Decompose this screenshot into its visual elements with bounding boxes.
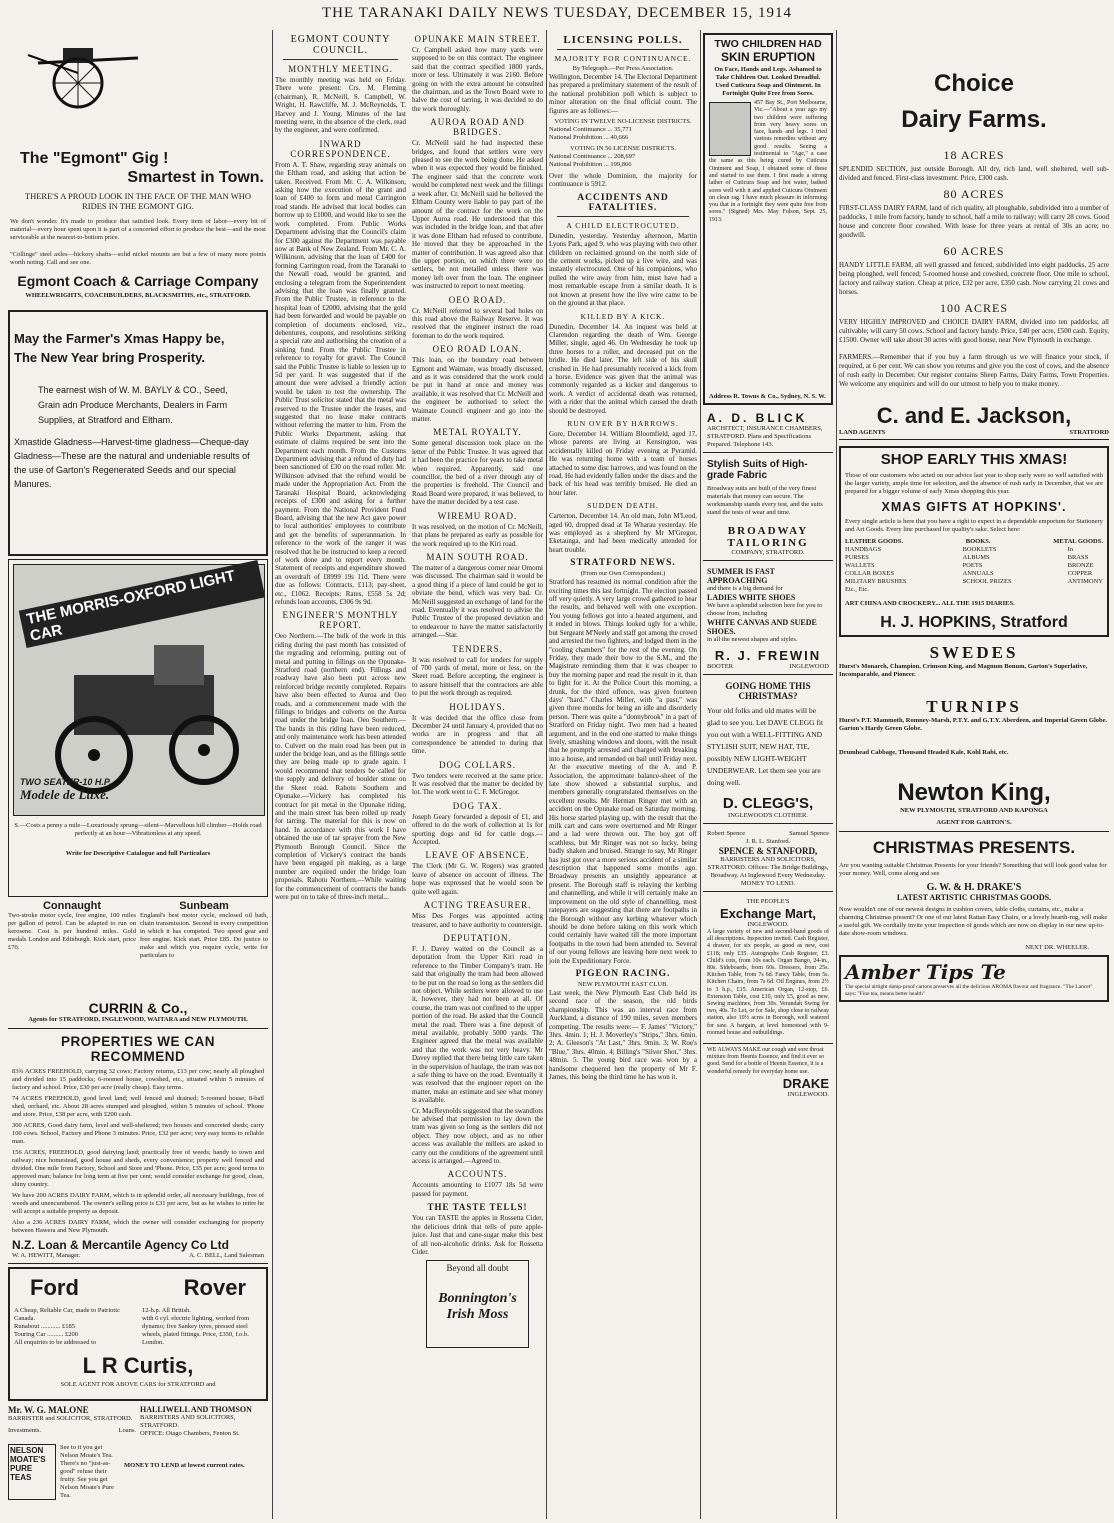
taste-title: THE TASTE TELLS! — [427, 1202, 528, 1213]
engineer-title: ENGINEER'S MONTHLY REPORT. — [282, 610, 399, 631]
drakes-sub: LATEST ARTISTIC CHRISTMAS GOODS. — [896, 893, 1052, 902]
metal-title: METAL ROYALTY. — [433, 427, 522, 438]
nc1: National Continuance ... 35,771 — [549, 126, 632, 134]
dog-tax-title: DOG TAX. — [452, 800, 503, 811]
column-2a — [275, 30, 406, 1519]
property-item-3: 300 ACRES, Good dairy farm, level and well-sheltered; two houses and concreted sheds; carry 100 cows. School, Factory and Phone 3 minutes. Price, £32 per acre; very easy terms to reliable man. — [12, 1122, 264, 1145]
leave-title: LEAVE OF ABSENCE. — [425, 850, 530, 861]
spence-names-b: Samuel Spence — [789, 830, 829, 837]
amber-tips-ad — [839, 955, 1109, 1002]
morris-line2: Write for Descriptive Catalogue and full Particulars — [65, 850, 211, 857]
morris-oxford-ad — [8, 559, 268, 897]
jackson-sub — [839, 429, 1109, 440]
holidays-body: It was decided that the office close from December 24 until January 4, provided that no works are in progress and that all correspondence be attended to during that time. — [412, 713, 543, 756]
list-item: ANTIMONY — [1067, 578, 1103, 585]
sudden-title: SUDDEN DEATH. — [587, 501, 659, 511]
malone-sub: BARRISTER and SOLICITOR, STRATFORD. — [8, 1415, 133, 1422]
cuticura-ad — [703, 33, 833, 405]
list-b — [963, 546, 1012, 594]
morris-banner: THE MORRIS-OXFORD LIGHT CAR — [19, 560, 266, 648]
broadway-name: BROADWAY — [727, 525, 809, 537]
malone-money: MONEY TO LEND at lowest current rates. — [124, 1462, 245, 1469]
spence-names — [707, 830, 829, 838]
art-china: ART CHINA AND CROCKERY... ALL THE 1915 DIARIES. — [845, 600, 1015, 607]
clegg-name: D. CLEGG'S, — [722, 795, 814, 812]
list-item: BRASS — [1067, 554, 1089, 561]
spence-name: SPENCE & STANFORD, — [718, 846, 818, 856]
accounts-title: ACCOUNTS. — [447, 1169, 508, 1180]
newton-sub: NEW PLYMOUTH, STRATFORD AND KAPONGA — [900, 807, 1048, 814]
pigeon-body: Last week, the New Plymouth East Club held its second race of the season, the old birds championship. This was an interval race from Auckland, a distance of 190 miles, seven members competing. The results were:— F. James' "Victory," 3hrs. 4min. 1; H. J. Moverley's "Strips," 3hrs. 6min. 2; A. Gleeson's "At Last," 3hrs. 9min. 3; W. Roe's "Blue," 3hrs. 40min. 4; Billing's "Silver Shot," 3hrs. 48min. 5. The young bird race was won by a handsome chequered hen the property of Mr F. James, this being the third time he has won it. — [549, 988, 697, 1081]
list-item: In — [1067, 546, 1074, 553]
nelson-ad — [8, 1444, 268, 1500]
rover-title: Rover — [183, 1275, 246, 1300]
deputation-title: DEPUTATION. — [443, 932, 512, 943]
xmas-presents: CHRISTMAS PRESENTS. — [872, 838, 1076, 857]
a80-body: FIRST-CLASS DAIRY FARM, land of rich quality, all ploughable, subdivided into a number of paddocks, 1 mile from factory, handy to school, half a mile to railway; will carry 28 cows. Good house and concrete floor cowshed. With lease for three years at rental of 30s an acre; no goodwill. — [839, 204, 1109, 239]
list-item: BRONZE — [1067, 562, 1094, 569]
list-item: Etc., Etc. — [845, 586, 869, 593]
cuticura-portrait — [709, 102, 751, 156]
hopkins-categories — [845, 538, 1103, 546]
always-text: WE ALWAYS MAKE our cough and sore throat mixture from Heenis Essence, and find it ever so good. Send for a bottle of Heenis Essence, it is a wonderful remedy for everyday home use. — [707, 1047, 825, 1075]
list-item: POETS — [962, 562, 983, 569]
spence-ad — [703, 827, 833, 892]
council-title: EGMONT COUNTY COUNCIL. — [290, 34, 391, 56]
oeo-road-title: OEO ROAD. — [448, 294, 507, 305]
ford-line-1: A Cheap, Reliable Car, made to Patriotic Canada. — [14, 1307, 120, 1322]
opunake-title: OPUNAKE MAIN STREET. — [414, 34, 541, 44]
list-item: COLLAR BOXES — [845, 570, 894, 577]
newton-agent: AGENT FOR GARTON'S. — [839, 819, 1109, 832]
metal-goods: METAL GOODS. — [1053, 538, 1103, 545]
bayly-ad — [8, 310, 268, 556]
a18-body: SPLENDID SECTION, just outside Borough. All dry, rich land, well sheltered, well sub-divided and fenced. First-class investment. Price, £300 cash. — [839, 165, 1109, 182]
nelson-a: NELSON — [10, 1446, 44, 1455]
bonnington-ad — [426, 1260, 529, 1348]
ford-line-4: All enquiries to be addressed to — [14, 1339, 97, 1346]
jackson-sub-a: LAND AGENTS — [839, 429, 886, 436]
agency-salesman: A. C. BELL, Land Salesman — [189, 1252, 264, 1259]
pigeon-sub: NEW PLYMOUTH EAST CLUB. — [577, 980, 669, 988]
malone-ad — [8, 1405, 268, 1438]
list-c — [1068, 546, 1103, 594]
majority-body: Wellington, December 14. The Electoral Department has prepared a preliminary statement of the result of the national prohibition poll which is subject to minor alteration on the final official count. The figures are as follows:— — [549, 73, 697, 115]
morris-model-a: TWO SEATER-10 H.P. — [20, 777, 112, 787]
currin-agents: Agents for STRATFORD, INGLEWOOD, WAITARA and NEW PLYMOUTH. — [28, 1016, 248, 1023]
hopkins-name: H. J. HOPKINS, Stratford — [880, 614, 1068, 631]
gig-illustration — [18, 33, 148, 113]
list-item: BOOKLETS — [962, 546, 997, 553]
majority-summary: Over the whole Dominion, the majority for continuance is 5912. — [549, 172, 697, 189]
oeo-road-body: Cr. McNeill referred to several bad holes on this road above the Railway Reserve. It was resolved that the engineer instruct the road foreman to do the work required. — [412, 306, 543, 340]
gig-body: We don't wonder. It's made to produce that satisfied look. Every item of labor—every bit of material—every hour spent upon it is part of a concerted effort to produce the best—and the most serviceable at the nearest-to-bottom price. — [10, 218, 266, 241]
malone-investments: Investments. — [8, 1427, 42, 1434]
curtis-name: L R Curtis, — [82, 1353, 194, 1378]
engineer-body: Oeo Northern.—The bulk of the work in this riding during the past month has consisted of the regrading and reforming, putting out of metal and putting in fillings on the Opunake-Stratford road (northern end). Fillings and roadway have also been put across new reinforced bridge recently completed. Repairs have also been effected to Auroa and Oeo roads, and a commencement made with the fillings to bridges and culverts on the Auroa road under the bridge loan. Oeo Southern.—The bands in this riding have been reduced, and only maintenance work has been attended to. Culvert on the main road has been put in under the bridge loan, and as the fillings settle they are being made up to grade again. I would recommend that tenders be called for the supply and delivery of boulder stone on the Skeet road. Rahotu Southern and Opunake.—Vickery has completed his contract for pit metal in the Opunake riding, and the main street has been rolled up ready for tarring. The material for this is now on hand. In accordance with this work I have obtained the use of tar sprayer from the New Plymouth Borough Council. Since the completion of Vickery's contract the bands have been engaged pit making, as a large number are required under the bridge loan proposals. Rahotu Northern.—While waiting for the commencement of contracts the bands were put on to take of three-inch metal... — [275, 632, 406, 901]
auroa-title: AUROA ROAD AND BRIDGES. — [430, 117, 525, 138]
ford-line-3: Touring Car .......... £200 — [14, 1331, 78, 1338]
cuticura-title1: TWO CHILDREN HAD — [714, 38, 822, 50]
ladies-shoes: LADIES WHITE SHOES — [707, 593, 796, 602]
a80-title: 80 ACRES — [943, 187, 1005, 201]
column-3 — [546, 30, 697, 1519]
connaught-head: Connaught — [42, 900, 102, 912]
properties-ad — [8, 1028, 268, 1264]
exchange-body: A large variety of new and second-hand goods of all descriptions. Inspection invited. Cash Register, 4 drawer, for six people, as good as new, cost £118; only £35. Autographs Cash Register, £3. Child's cots, from 10s each. Organ Bango, 24-in., 80s. Sideboards, from 60s. Dressers, from 25s. Kitchen Table, from 7s 6d. Fancy Table, from 5s. Kitchen Chairs, from 7s 6d. Oil Engines, from 2½ to 3 h.p., £15. American Organ, 12-stop, £6. Extension Table, cost £10, only £5, good as new. Sewing machines, from 30s. Verandah Swing for two, 40s. To Let, or for Sale, shop close to railway station, also 10½ acres in Borough, well watered for saw. A bargain, at level homestead with 9-roomed house and outbuildings. — [707, 929, 829, 1036]
exchange-name: Exchange Mart, — [719, 906, 817, 921]
connaught-ad — [8, 900, 136, 1006]
summer-body2: We have a splendid selection here for you to choose from, including — [707, 602, 823, 617]
choice-title2: Dairy Farms. — [901, 106, 1047, 133]
frewin-ad — [703, 564, 833, 675]
shop-early: SHOP EARLY THIS XMAS! — [880, 451, 1068, 468]
cuticura-address: Address R. Towns & Co., Sydney, N. S. W. — [709, 393, 826, 400]
frewin-name: R. J. FREWIN — [714, 648, 822, 663]
majority-title: MAJORITY FOR CONTINUANCE. — [554, 54, 692, 63]
list-item: ALBUMS — [962, 554, 990, 561]
voting-twelve: VOTING IN TWELVE NO-LICENSE DISTRICTS. — [554, 118, 692, 126]
wiremu-title: WIREMU ROAD. — [437, 510, 518, 521]
spence-sub: BARRISTERS AND SOLICITORS, STRATFORD. Offices: The Bridge Buildings, Broadway. At Inglewood Every Wednesday. MONEY TO LEND. — [707, 856, 829, 887]
gig-title-b: Smartest in Town. — [127, 169, 264, 186]
column-2b — [412, 30, 543, 1519]
going-body: Your old folks and old mates will be glad to see you. Let DAVE CLEGG fit you out with a WELL-FITTING AND STYLISH SUIT, NEW HAT, TIE, possibly NEW LIGHT-WEIGHT UNDERWEAR. Let them see you are doing well. — [707, 706, 824, 787]
acting-title: ACTING TREASURER. — [423, 900, 532, 911]
cuticura-body: 457 Bay St., Port Melbourne, Vic.—"About a year ago my two children were suffering from very heavy sores on face, hands and legs. I tried various remedies without any good results. Seeing a testimonial to "Age," a case the same as this being cured by Cuticura Ointment and Soap, I obtained some of these and started to use them. I first made a strong lather of Cuticura Soap and hot water, bathed sores well with it and applied Cuticura Ointment on clean rag. I have much pleasure in informing you that in a fortnight they were quite free from sores." (Signed) Mrs. May Folson, Sept. 25, 1913. — [709, 100, 827, 223]
acting-body: Miss Des Forges was appointed acting treasurer, and to have authority to countersign. — [412, 912, 543, 929]
oeo-loan-title: OEO ROAD LOAN. — [432, 344, 523, 355]
stratford-title: STRATFORD NEWS. — [570, 558, 676, 569]
exchange-mart-ad — [703, 895, 833, 1040]
malone-name: Mr. W. G. MALONE — [8, 1405, 89, 1415]
property-item-2: 74 ACRES FREEHOLD, good level land; well fenced and drained; 5-roomed house; 8-bail shed, orchard, etc. About 28 acres stumped and ploughed, within 5 minutes of school. 'Phone and store. Price, £38 per acre, with £200 cash. — [12, 1095, 264, 1118]
pigeon-title: PIGEON RACING. — [575, 968, 671, 979]
ford-rover-ad — [8, 1267, 268, 1401]
a18-title: 18 ACRES — [943, 148, 1005, 162]
summer-title: SUMMER IS FAST APPROACHING — [707, 567, 775, 585]
gig-body2: "Collinge" steel axles—hickory shafts—solid nickel mounts are but a few of many more points worth noting. Call and see one. — [10, 251, 266, 266]
bayly-title1: May the Farmer's Xmas Happy be, — [14, 331, 225, 346]
egmont-company: Egmont Coach & Carriage Company — [17, 273, 259, 289]
halliwell-sub: BARRISTERS AND SOLICITORS, STRATFORD. — [140, 1414, 236, 1429]
leave-body: The Clerk (Mr G. W. Rogers) was granted leave of absence on account of illness. The hope was expressed that he would soon be quite well again. — [412, 862, 543, 896]
kick-body: Dunedin, December 14. An inquest was held at Clarendon regarding the death of Wm. George Miller, single, aged 46. On Wednesday he took up three horses to a roller, and deceased put on the bridle. He died later. The left side of his skull crushed in. He had presumably received a kick from a horse. Evidence was given that the animal was commonly regarded as a kicker and dangerous to work. A verdict of accidental death was returned, with a rider that the animal which caused the death should be destroyed. — [549, 322, 697, 415]
inward-title: INWARD CORRESPONDENCE. — [290, 138, 391, 159]
list-item: PURSES — [845, 554, 869, 561]
malone-loans: Loans. — [118, 1427, 136, 1434]
a60-title: 60 ACRES — [943, 244, 1005, 258]
currin-name: CURRIN & Co., — [88, 1000, 188, 1016]
leather-goods: LEATHER GOODS. — [845, 538, 904, 545]
sunbeam-body: England's best motor cycle, enclosed oil bath, chain transmission. Second in every competition in which it has competed. Two speed gear and free engine. Kick start. Price £85. Do justice to make and which you require cycle, write for particulars to — [140, 912, 268, 959]
connaught-body: Two-stroke motor cycle, free engine, 100 miles per gallon of petrol. Can be adapted to run on kerosene. Cost is per hundred miles. Gold medals London and Edinburgh. Kick start, price £70. — [8, 912, 136, 951]
bayly-title2: The New Year bring Prosperity. — [14, 350, 205, 365]
column-1 — [8, 30, 268, 1519]
farmers-note: FARMERS.—Remember that if you buy a farm through us we will finance your stock, if required, at 6 per cent. We can show you returns and give you the cost of cows, and the absence of rush early in December. Our register contains Sheep Farms, Dairy Farms, Town Properties. We welcome any enquirers and will do our utmost to help you to make money. — [839, 353, 1109, 388]
blick-ad — [703, 408, 833, 453]
ford-lines — [14, 1307, 138, 1347]
np1: National Prohibition ... 40,666 — [549, 134, 629, 142]
swedes-body: Hurst's Monarch, Champion, Crimson King, and Magnum Bonum, Garton's Superlative, Incomparable, and Pioneer. — [839, 663, 1088, 678]
rover-line-2: with 6 cyl. electric lighting, worked from dynamo; five Sankey tyres, pressed steel wheels, plated fittings. Price, £350, f.o.b. London. — [142, 1315, 250, 1346]
child-title: A CHILD ELECTROCUTED. — [566, 220, 680, 230]
going-home: GOING HOME THIS CHRISTMAS? — [725, 681, 811, 701]
ford-title: Ford — [30, 1275, 79, 1300]
list-a — [845, 546, 907, 594]
inward-body: From A. T. Shaw, regarding stray animals on the Eltham road, and asking that action be taken. Received. From Mr. C. A. Wilkinson, asking how the execution of the grant and loan of £400 to form and metal Carrington road stands. He advised that local bodies can borrow up to £1000, and would like to see the work completed. From Public Works Department advising that the Council's claim for £300 against the Department was payable now at Bank of New Zealand. From Mr. C. A. Wilkinson, advising that the loan of £400 for forming Carrington road, from the Taranaki to the Newall road, would be granted, and enclosing a telegram from the Superintendent advising that the loan was finally granted. From the Public Trustee, in reference to the hospital loan of £2000, advising that the gold had been forwarded and would be payable on completion of documents enclosed, viz., debentures, coupons, and resolutions striking a special rate and authorising the creation of a sinking fund. From the Public Trustee in reference to royalty for gravel. The Council said the Public Trustee is liable to lessen up to 5d per yard. It was suggested that if the amount due were advised a friendly action would be taken to test the ownership. The Public Trust solicitor stated that the metal was reserved to the Trustee under the leases, and suggested that no lease make contracts without referring the matter to him. From the Public Works Department, asking that estimate of claims required be sent into the Department each month. From the Customs Department advising that a refund of duty had been sanctioned of £30 on the road roller. Mr. Wilkinson advised that the refund would be made under the Appropriation Act. From the Taranaki Hospital Board, acknowledging receipts of £300 and asking for a further payment. From the National Provident Fund Board, advising that the new Act gave power to local authorities' employees to contribute and get the benefits of superannuation. In reference to the work of the ranger it was resolved that he be instructed to keep a record of work done and to report every month. Statement of receipts and expenditure showed an overdraft of £8999 19s 11d. There were due as follows: Contracts, £113; pay-sheet, etc., £1062. Receipts: Rates, £558 5s 2d; refunds loan accounts, £306 9s 9d. — [275, 160, 406, 606]
stratford-body: Stratford has resumed its normal condition after the exciting times this last fortnight. The election passed off very quietly. A very large crowd gathered to hear the results, and behaved well with one exception. You young fellows got into a heated argument, and it ended in blows. Things looked ugly for a while, but Sergeant M'Neely and staff got among the crowd and arrested the two fighters, and lodged them in the "cooling chambers" for the rest of the evening. On Friday, they made their bow to the S.M., and the Magistrate reminding them that it was cheaper to buy the morning paper and read the result in it, than to fight for it. At the Police Court this morning, a drunk, for the third offence, was given fourteen days' "hard." Charles Miller, with "a past," was given three months for being an idle and disorderly person. There was quite a "donnybrook" in a part of Stratford on Friday night. Two men had a heated argument, and in the end one started to make things lively, smashing windows and doors, with the result that he promptly arrested and charged with breaking into a house, and remanded on bail until Friday next. At the executive meeting of the A. and P. Association, the approximate balance-sheet of the late show showed a substantial surplus, and members generally congratulated themselves on the excellent results. Mr Herman Ringer met with an accident on the Opunake road on Saturday morning. His horse started playing up, with the result that the milk cart and cans were overturned and Mr Ringer and a lad were thrown out. The boy got off scathless, but Mr Ringer was not so lucky, being badly shaken and bruised. Strange to say, Mr Ringer has just got over a more serious accident of a similar description that happened some months ago. Broadway presents an unsightly appearance at present. The Borough staff is relaying the kerbing and channelling, and while it will certainly make an improvement on the old style of channelling, most ratepayers are suggesting that there are footpaths in the Borough without any kerbing whatever which should be done before taking on this work which could certainly have waited till the more important footpaths in the town had been attended to. Several of our young fellows are leaving here next week to join the Expeditionary Force. — [549, 578, 697, 965]
amber-sub: The special airtight damp-proof cartons preserves all the delicious AROMA flavour and fragrance. "The Lancet" says: "Fine tea, means better health" — [845, 984, 1093, 997]
property-item-4: 156 ACRES, FREEHOLD, good dairying land; practically free of weeds; handy to town and railway; nice homestead, good house and sheds, every convenience; property well fenced and divided. One mile from Factory, School and Store and 'Phone. Price, £35 per acre; good terms to approved man; balance for long term at five per cent; would consider exchange for good, clean, shiny country. — [12, 1149, 264, 1188]
hopkins-ad — [839, 446, 1109, 637]
bayly-line2: Grain adn Produce Merchants, Dealers in Farm — [38, 400, 228, 410]
loan-agency-name: N.Z. Loan & Mercantile Agency Co Ltd — [12, 1238, 229, 1252]
stylish-body: Broadway suits are built of the very finest materials that money can secure. The workmanship stands every test, and the suits stand the tests of wear and time. — [707, 485, 823, 516]
list-item: SCHOOL PRIZES — [962, 578, 1012, 585]
frewin-sub-a: BOOTER — [707, 663, 733, 670]
column-4 — [700, 30, 833, 1519]
list-item: HANDBAGS — [845, 546, 882, 553]
a100-title: 100 ACRES — [939, 301, 1008, 315]
dog-collars-title: DOG COLLARS. — [438, 759, 516, 770]
canvas-shoes: WHITE CANVAS AND SUEDE SHOES. — [707, 618, 817, 636]
meeting-body: The monthly meeting was held on Friday. There were present: Crs. M. Fleming (chairman), R. McNeill, S. Campbell, W. Wright, H. Rawcliffe, M. J. McReynolds, T. Harvey and J. Young. Minutes of the last meeting were, in the absence of the clerk, read by the engineer, and were confirmed. — [275, 76, 406, 135]
rover-line-1: 12-h.p. All British. — [142, 1307, 191, 1314]
auroa-body: Cr. McNeill said he had inspected these bridges, and found that settlers were very pleased to see the work being done. He asked when it was expected they would be finished. The engineer said that the concrete work would be completed next week and the fillings a week after. Cr. McNeill said he believed the Eltham County were liable to pay part of the amount of the contract for the work on the Upper Auroa road. He understood that this was included in the bridge loan, and that after it was done Eltham had refused to contribute. He moved that they be approached in the matter of contribution. It was agreed also that the upper portion, on which there were no settlers, be not metalled unless there was money left over from the loan. The engineer was instructed to report to next meeting. — [412, 139, 543, 291]
accounts-body: Accounts amounting to £1077 18s 5d were passed for payment. — [412, 1181, 543, 1198]
sunbeam-head: Sunbeam — [179, 900, 229, 912]
swedes-title: SWEDES — [929, 643, 1019, 662]
majority-by: By Telegraph.—Per Press Association. — [572, 65, 674, 72]
cuticura-sub: On Face, Hands and Legs. Ashamed to Take Children Out. Looked Dreadful. Used Cuticura Soap and Ointment. In Fortnight Quite Free from Sores. — [714, 66, 822, 97]
bayly-body: Xmastide Gladness—Harvest-time gladness—Cheque-day Gladness—These are the natural and undeniable results of the use of Garton's Regenerated Seeds and our special Manures. — [14, 437, 250, 489]
morris-model-b: Modele de Luxe. — [20, 787, 110, 802]
blick-name: A. D. BLICK — [707, 411, 808, 425]
nelson-b: MOATE'S — [10, 1455, 46, 1464]
mainsouth-title: MAIN SOUTH ROAD. — [426, 551, 529, 562]
a100-body: VERY HIGHLY IMPROVED and CHOICE DAIRY FARM, divided into ten paddocks; all cultivable; will carry 50 cows. School and factory handy. Price, £40 per acre, £500 cash. Equity, £1500. Owner will take about 30 acres with good house, near New Plymouth in exchange. — [839, 318, 1109, 344]
agency-manager: W. A. HEWITT, Manager. — [12, 1252, 81, 1259]
amber-title: Amber Tips Te — [845, 960, 1006, 984]
spence-names-a: Robert Spence — [707, 830, 746, 837]
properties-title: PROPERTIES WE CAN RECOMMEND — [60, 1034, 215, 1064]
deputation-body: F. J. Davey waited on the Council as a deputation from the Upper Kiri road in reference to the Timber Company's tram. He said that originally the tram had been allowed to be put on the road so long as the settlers did not object. While settlers were allowed to use it, however, they had not been at all. Of course, the tram was not confined to the upper portion of the road. He asked that the Council metal the road. There was a fine deposit of metal available, probably 5000 yards. The Engineer agreed that the metal was available and that the work was not very heavy. Mr Davey replied that there being little care taken in the supervision of haulage, the tram was not a safe thing to have on the road. Eventually it was resolved that the engineer report on the matter, make an estimate and see what money is available. — [412, 944, 543, 1105]
morris-line1: S.—Costs a penny a mile—Luxuriously sprung—silent—Marvellous hill climber—Holds road perfectly at an hour—Vibrationless at any speed. — [14, 822, 262, 837]
nc2: National Continuance ... 208,697 — [549, 153, 636, 161]
choice-title1: Choice — [933, 70, 1014, 97]
stratford-by: (From our Own Correspondent.) — [580, 570, 666, 578]
bonnington-a: Beyond all doubt — [446, 1263, 509, 1274]
holidays-title: HOLIDAYS. — [449, 701, 506, 712]
blick-sub: ARCHITECT, INSURANCE CHAMBERS, STRATFORD. Plans and Specifications Prepared. Telephone 143. — [707, 425, 823, 448]
sudden-body: Carterton, December 14. An old man, John M'Leod, aged 60, dropped dead at Te Wharau yesterday. He was employed as a shepherd by Mr M'Gregor, Eketaunga, and had been medically attended for heart trouble. — [549, 512, 697, 554]
malone-invest-row — [8, 1427, 136, 1435]
nelson-c: PURE TEAS — [10, 1464, 33, 1482]
dog-tax-body: Joseph Geary forwarded a deposit of £1, and offered to do the work of collection at 1s for sporting dogs and 6d for cattle dogs.—Accepted. — [412, 812, 543, 847]
drake-name: DRAKE — [782, 1075, 829, 1091]
tenders-body: It was resolved to call for tenders for supply of 700 yards of metal, more or less, on the Skeet road. Before accepting, the engineer is to assure himself that the contractors are able to put the work through as required. — [412, 655, 543, 698]
curtis-sub: SOLE AGENT FOR ABOVE CARS for STRATFORD and — [60, 1381, 216, 1388]
stylish-title: Stylish Suits of High-grade Fabric — [707, 459, 808, 481]
bonnington-b: Bonnington's Irish Moss — [438, 1291, 517, 1323]
summer-body: and there is a big demand for — [707, 585, 783, 592]
tenders-title: TENDERS. — [452, 643, 503, 654]
hopkins-lists — [845, 546, 1103, 594]
wiremu-body: It was resolved, on the motion of Cr. McNeill, that plans be prepared as early as possible for the work required up to the Kiri road. — [412, 522, 543, 548]
harrows-title: RUN OVER BY HARROWS. — [567, 418, 679, 428]
column-5 — [836, 30, 1109, 1519]
list-item: ANNUALS — [962, 570, 994, 577]
nelson-text: See to it you get Nelson Moate's Tea. There's no "just-as-good" refuse their fruity. See you get Nelson Moate's Pure Tea. — [60, 1444, 114, 1499]
gig-title-a: The "Egmont" Gig ! — [20, 150, 169, 167]
voting-56: VOTING IN 56 LICENSE DISTRICTS. — [570, 145, 676, 153]
frewin-sub — [707, 663, 829, 671]
jackson-name: C. and E. Jackson, — [876, 403, 1072, 428]
halliwell-office: OFFICE: Otago Chambers, Fenton St. — [140, 1430, 240, 1437]
drakes-name: G. W. & H. DRAKE'S — [926, 882, 1022, 893]
macreynolds-body: Cr. MacReynolds suggested that the swandlots be advised that permission to lay down the tram was given so long as the settlers did not object. They now object, and as no other access was available the millers are asked to carry out the conditions of the agreement until access is arranged.—Agreed to. — [412, 1106, 543, 1166]
exchange-town: INGLEWOOD. — [747, 921, 789, 928]
dog-collars-body: Two tenders were received at the same price. It was resolved that the matter be decided by lot. The work went to C. F. McGregor. — [412, 771, 543, 797]
turnips-body: Hurst's P.T. Mammoth, Romney-Marsh, P.T.Y. and G.T.Y. Aberdeen, and Imperial Green Globe. Garton's Hardy Green Globe. — [839, 717, 1108, 732]
tailoring-name: TAILORING — [727, 537, 809, 549]
halliwell-name: HALLIWELL AND THOMSON — [140, 1405, 252, 1414]
tailoring-sub: COMPANY, STRATFORD. — [731, 549, 805, 556]
mainsouth-body: The matter of a dangerous corner near Omomi was discussed. The chairman said it would be a good thing if a piece of land could be got to obviate the bend, which was very bad. Cr. McNeill suggested an exchange of land for the road. Eventually it was resolved to advise the Public Trustee of the proposed deviation and to endeavour to have the matter satisfactorily arranged.—Star. — [412, 563, 543, 640]
metal-body: Some general discussion took place on the letter of the Public Trustee. It was agreed that it had been the practice for years to take metal when required. Apparently, said one councillor, the bed of a river through any of the properties is freehold. The Council and Road Board were prepared, it was believed, to have the matter decided by a test case. — [412, 439, 543, 507]
egmont-gig-ad — [8, 33, 268, 307]
xp-body: Are you wanting suitable Christmas Presents for your friends? Something that will look good value for your money. Well, come along and see — [839, 862, 1107, 877]
harrows-body: Gore, December 14. William Bloomfield, aged 17, whose parents are living at Kensington, was accidentally killed on Friday evening at Pyramid. He was returning home with a team of horses attached to some disc harrows, and was found on the road. He had evidently fallen under the discs and the back of his head was terribly bruised. He died an hour later. — [549, 429, 697, 497]
drakes-body: Now wouldn't one of our newest designs in cushion covers, table cloths, curtains, etc., make a charming Christmas present? Or one of our latest Rattan Easy Chairs, or a lovely hearth-rug, will make a useful gift. We cordially invite your inspection of goods which are now on display in our new up-to-date show-room windows. — [839, 906, 1108, 937]
list-item: MILITARY BRUSHES — [845, 578, 907, 585]
newton-name: Newton King, — [897, 779, 1051, 806]
drake-sub: INGLEWOOD. — [787, 1090, 829, 1098]
summer-body3: in all the newest shapes and styles. — [707, 636, 798, 643]
drake-ad — [703, 1043, 833, 1102]
list-item: WALLETS — [845, 562, 875, 569]
jackson-sub-b: STRATFORD — [1069, 429, 1109, 436]
xmas-body: Every single article is here that you have a right to expect in a dependable emporium for Stationery and Art Goods. Every line purchased for quality's sake. Select here: — [845, 518, 1103, 533]
clegg-ad — [703, 678, 833, 824]
bayly-line1: The earnest wish of W. M. BAYLY & CO., Seed, — [38, 385, 228, 395]
egmont-trades: WHEELWRIGHTS, COACHBUILDERS, BLACKSMITHS, etc., STRATFORD. — [25, 292, 251, 299]
clegg-sub: INGLEWOOD'S CLOTHIER. — [728, 812, 808, 819]
books: BOOKS. — [965, 538, 991, 545]
next-wheeler: NEXT DR. WHEELER. — [1025, 944, 1089, 951]
meeting-title: MONTHLY MEETING. — [288, 64, 393, 74]
gig-tagline: THERE'S A PROUD LOOK IN THE FACE OF THE MAN WHO RIDES IN THE EGMONT GIG. — [24, 191, 252, 211]
taste-body: You can TASTE the apples in Rossetta Cider, the delicious drink that tells of pure apple-juice. Just that and cane-sugar make this best of all non-alcoholic drinks. Ask for Rossetta Cider. — [412, 1214, 543, 1256]
oeo-loan-body: This loan, on the boundary road between Egmont and Waimate, was broadly discussed, and as it was considered that the work could be put in hand at once and money was available, it was resolved that Cr. McNeill and the engineer be authorised to select the Waimate Council engineer and go into the matter. — [412, 356, 543, 424]
column-2 — [272, 30, 543, 1519]
np2: National Prohibition ... 199,866 — [549, 161, 632, 169]
turnips-title: TURNIPS — [926, 697, 1022, 716]
drumhead: Drumhead Cabbage, Thousand Headed Kale, Kohl Rabi, etc. — [839, 749, 1009, 756]
property-item-5: We have 200 ACRES DAIRY FARM, which is in splendid order, all necessary buildings, free of weeds and unencumbered. The owner's selling price is £31 per acre, but as he wishes to retire he will accept a suitable property as deposit. — [12, 1192, 264, 1215]
cuticura-title2: SKIN ERUPTION — [720, 50, 815, 64]
xmas-gifts: XMAS GIFTS AT HOPKINS'. — [881, 500, 1067, 514]
licensing-title: LICENSING POLLS. — [563, 34, 683, 46]
property-item-1: 83¾ ACRES FREEHOLD, carrying 32 cows; Factory returns, £13 per cow; nearly all ploughed and divided into 15 paddocks; 6-roomed house, cowshed, etc., situated within 5 minutes of factory and school. Price, £30 per acre (really cheap). Easy terms. — [12, 1068, 264, 1091]
rover-lines — [142, 1307, 260, 1347]
opunake-body: Cr. Campbell asked how many yards were supposed to be on this contract. The engineer said that the contract specified 1800 yards, more or less. Ultimately it was 2160. Before going on with the extra amount he consulted the chairman, and as the Town Board were to halve the cost of tarring, it was decided to do the work thoroughly. — [412, 46, 543, 113]
morris-car-illustration — [13, 564, 265, 816]
ford-line-2: Runabout ............ £185 — [14, 1323, 76, 1330]
child-body: Dunedin, yesterday. Yesterday afternoon, Martin Lyons Park, aged 9, who was playing with two other children on reclaimed ground on the north side of the cement works, picked up a live wire, and was instantly electrocuted. One of his companions, who pulled the wire away from him, must have had a most remarkable escape from a similar death. It is not known at present how the live wire came to be on the ground at that place. — [549, 231, 697, 308]
accidents-title: ACCIDENTS AND FATALITIES. — [577, 192, 669, 213]
frewin-sub-b: INGLEWOOD — [789, 663, 829, 670]
property-item-6: Also a 236 ACRES DAIRY FARM, which the owner will consider exchanging for property between Hawera and New Plymouth. — [12, 1219, 264, 1234]
kick-title: KILLED BY A KICK. — [580, 311, 666, 321]
agency-staff — [12, 1252, 264, 1260]
motorcycle-ads — [8, 900, 268, 1006]
exchange-small: THE PEOPLE'S — [746, 898, 790, 905]
broadway-ad — [703, 456, 833, 561]
list-item: COPPER — [1067, 570, 1093, 577]
a60-body: HANDY LITTLE FARM, all well grassed and fenced, subdivided into eight paddocks, 25 acre being ploughed, well fenced; 5-roomed house and cowshed, concrete floor. One mile to school, factory and railway station. Cheap at price, £32 per acre, £350 cash. Now carrying 21 cows and horses. — [839, 261, 1109, 296]
spence-names-c: J. R. L. Stanford. — [745, 838, 791, 845]
sunbeam-ad — [140, 900, 268, 1006]
masthead: THE TARANAKI DAILY NEWS TUESDAY, DECEMBER 15, 1914 — [322, 5, 792, 21]
bayly-line3: Supplies, at Stratford and Eltham. — [38, 415, 173, 425]
shop-body: Those of our customers who acted on our advice last year to shop early were so well satisfied with the larger variety, ample time for selection, and the absence of rush early in December, that we are prepared for a bigger volume of early Xmas shopping this year. — [845, 472, 1103, 495]
